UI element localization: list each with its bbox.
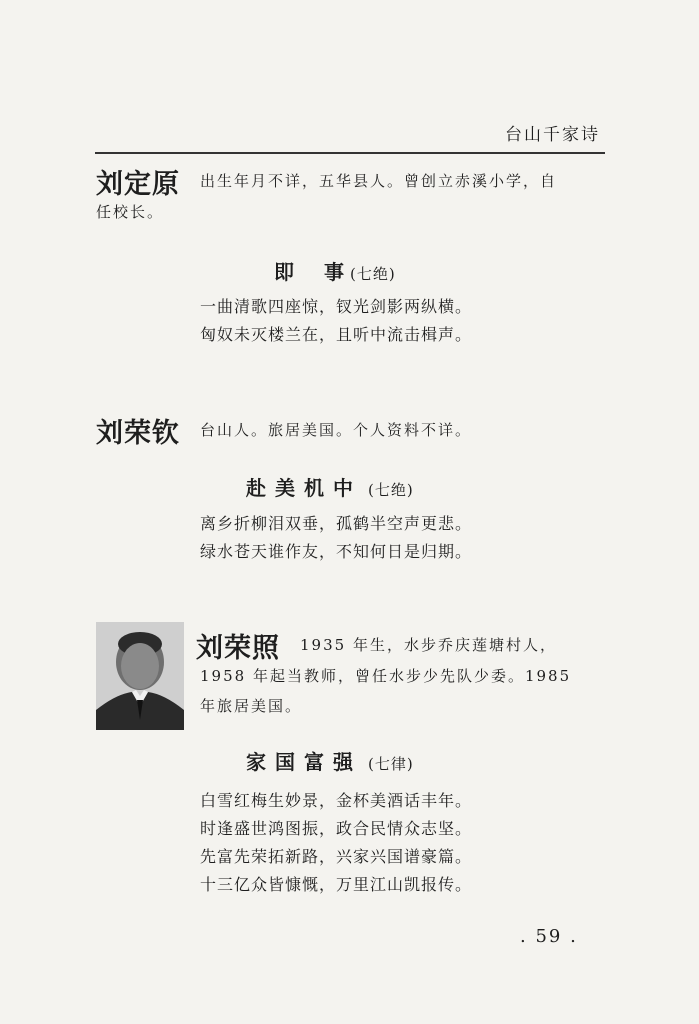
poem-body (200, 510, 472, 566)
poem-form: (七绝) (350, 265, 396, 283)
page-number: . 59 . (520, 926, 578, 947)
author-bio-line: 1935 年生，水步乔庆莲塘村人， (300, 636, 557, 654)
author-bio-line: 台山人。旅居美国。个人资料不详。 (200, 421, 473, 439)
portrait-image (96, 622, 184, 730)
header-rule (95, 152, 605, 154)
author-name: 刘定原 (96, 169, 180, 200)
poem-title (246, 746, 414, 775)
verse-line: 一曲清歌四座惊，钗光剑影两纵横。 (200, 297, 473, 316)
author-bio-line: 出生年月不详，五华县人。曾创立赤溪小学，自 (200, 172, 558, 190)
poem-title-char: 事 (324, 260, 344, 284)
author-bio-line: 任校长。 (96, 203, 165, 221)
poem-title (246, 472, 414, 501)
author-portrait (96, 622, 184, 730)
poem-title-text: 家国富强 (246, 750, 362, 774)
verse-line: 匈奴未灭楼兰在，且听中流击楫声。 (200, 325, 473, 344)
author-bio-line: 年旅居美国。 (200, 697, 303, 715)
poem-title-char: 即 (274, 260, 294, 284)
verse-line: 十三亿众皆慷慨，万里江山凯报传。 (200, 875, 473, 894)
verse-line: 绿水苍天谁作友，不知何日是归期。 (200, 542, 473, 561)
poem-form: (七律) (368, 755, 414, 773)
poem-body (200, 293, 472, 349)
poem-title-text: 赴美机中 (246, 476, 362, 500)
verse-line: 先富先荣拓新路，兴家兴国谱豪篇。 (200, 847, 473, 866)
verse-line: 离乡折柳泪双垂，孤鹤半空声更悲。 (200, 514, 473, 533)
verse-line: 白雪红梅生妙景，金杯美酒话丰年。 (200, 791, 473, 810)
poem-form: (七绝) (368, 481, 414, 499)
author-bio-line: 1958 年起当教师，曾任水步少先队少委。1985 (200, 667, 572, 685)
verse-line: 时逢盛世鸿图振，政合民情众志坚。 (200, 819, 473, 838)
author-name: 刘荣钦 (96, 418, 180, 449)
author-name: 刘荣照 (196, 633, 280, 664)
running-header: 台山千家诗 (505, 125, 600, 145)
poem-body (200, 787, 472, 899)
poem-title (274, 256, 396, 285)
